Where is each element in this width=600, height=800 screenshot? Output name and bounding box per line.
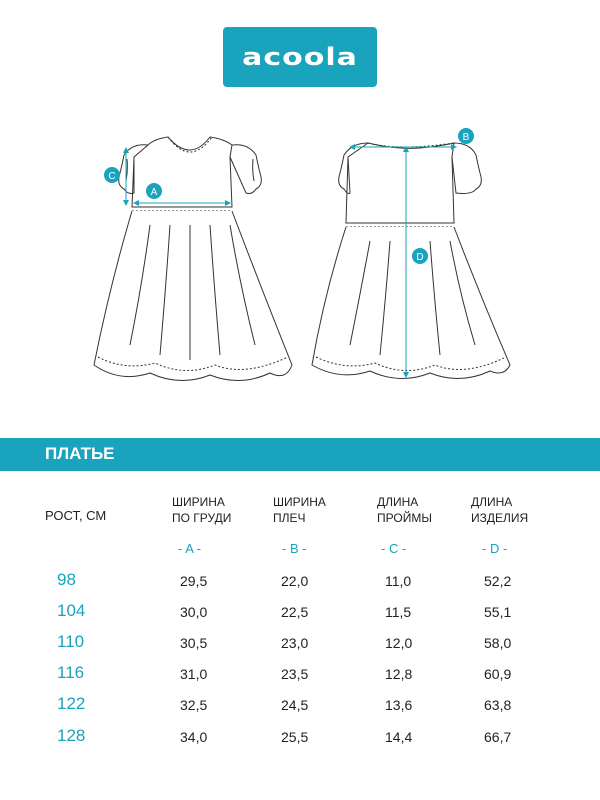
armhole-length-cell: 12,0 [385,635,413,651]
shoulder-width-header-line2: ПЛЕЧ [273,511,306,525]
size-cell: 104 [57,601,86,620]
dress-back-sketch [312,143,510,379]
chest-width-header-line2: ПО ГРУДИ [172,511,232,525]
item-length-cell: 60,9 [484,666,512,682]
chest-width-cell: 32,5 [180,697,208,713]
item-length-header-line2: ИЗДЕЛИЯ [471,511,529,525]
shoulder-width-cell: 23,0 [281,635,309,651]
brand-logo-text: acoola [242,43,358,71]
chest-width-cell: 29,5 [180,573,208,589]
label-b-text: B [462,132,470,143]
item-length-cell: 63,8 [484,697,512,713]
chest-width-cell: 30,0 [180,604,208,620]
item-length-cell: 55,1 [484,604,512,620]
armhole-length-header [377,494,432,526]
table-row [0,694,600,720]
armhole-length-cell: 14,4 [385,729,413,745]
product-title-banner [0,438,600,471]
item-length-cell: 58,0 [484,635,512,651]
armhole-length-cell: 11,5 [385,604,412,620]
table-row [0,632,600,658]
chest-width-header [172,494,231,526]
shoulder-width-header [273,494,326,526]
item-length-cell: 52,2 [484,573,512,589]
table-row [0,601,600,627]
label-c-marker [104,167,120,183]
label-a-marker [146,183,162,199]
armhole-length-header-line1: ДЛИНА [377,495,419,509]
item-length-header [471,494,528,526]
shoulder-width-cell: 25,5 [281,729,309,745]
chest-width-cell: 34,0 [180,729,208,745]
shoulder-width-cell: 22,0 [281,573,309,589]
chest-width-header-line1: ШИРИНА [172,495,225,509]
dress-measurement-diagram [80,115,520,390]
chest-width-cell: 30,5 [180,635,208,651]
code-c: - C - [381,541,407,556]
label-b-marker [458,128,474,144]
table-row [0,726,600,752]
armhole-length-cell: 11,0 [385,573,412,589]
size-cell: 128 [57,726,86,745]
armhole-length-header-line2: ПРОЙМЫ [377,511,432,525]
armhole-length-cell: 13,6 [385,697,413,713]
armhole-length-cell: 12,8 [385,666,413,682]
shoulder-width-cell: 22,5 [281,604,309,620]
item-length-header-line1: ДЛИНА [471,495,513,509]
shoulder-width-cell: 23,5 [281,666,309,682]
shoulder-width-header-line1: ШИРИНА [273,495,326,509]
brand-logo [223,27,377,87]
code-a: - A - [178,541,202,556]
dress-front-sketch [94,137,292,381]
label-a-text: A [150,187,158,198]
code-b: - B - [282,541,307,556]
label-d-marker [412,248,428,264]
size-cell: 116 [57,663,85,682]
table-row [0,570,600,596]
product-title: ПЛАТЬЕ [45,444,115,463]
label-d-text: D [416,252,424,263]
shoulder-width-cell: 24,5 [281,697,309,713]
table-row [0,663,600,689]
height-column-header: РОСТ, СМ [45,508,107,523]
size-cell: 110 [57,632,85,651]
chest-width-cell: 31,0 [180,666,208,682]
size-cell: 98 [57,570,76,589]
code-d: - D - [482,541,508,556]
item-length-cell: 66,7 [484,729,512,745]
label-c-text: C [108,171,116,182]
size-cell: 122 [57,694,86,713]
